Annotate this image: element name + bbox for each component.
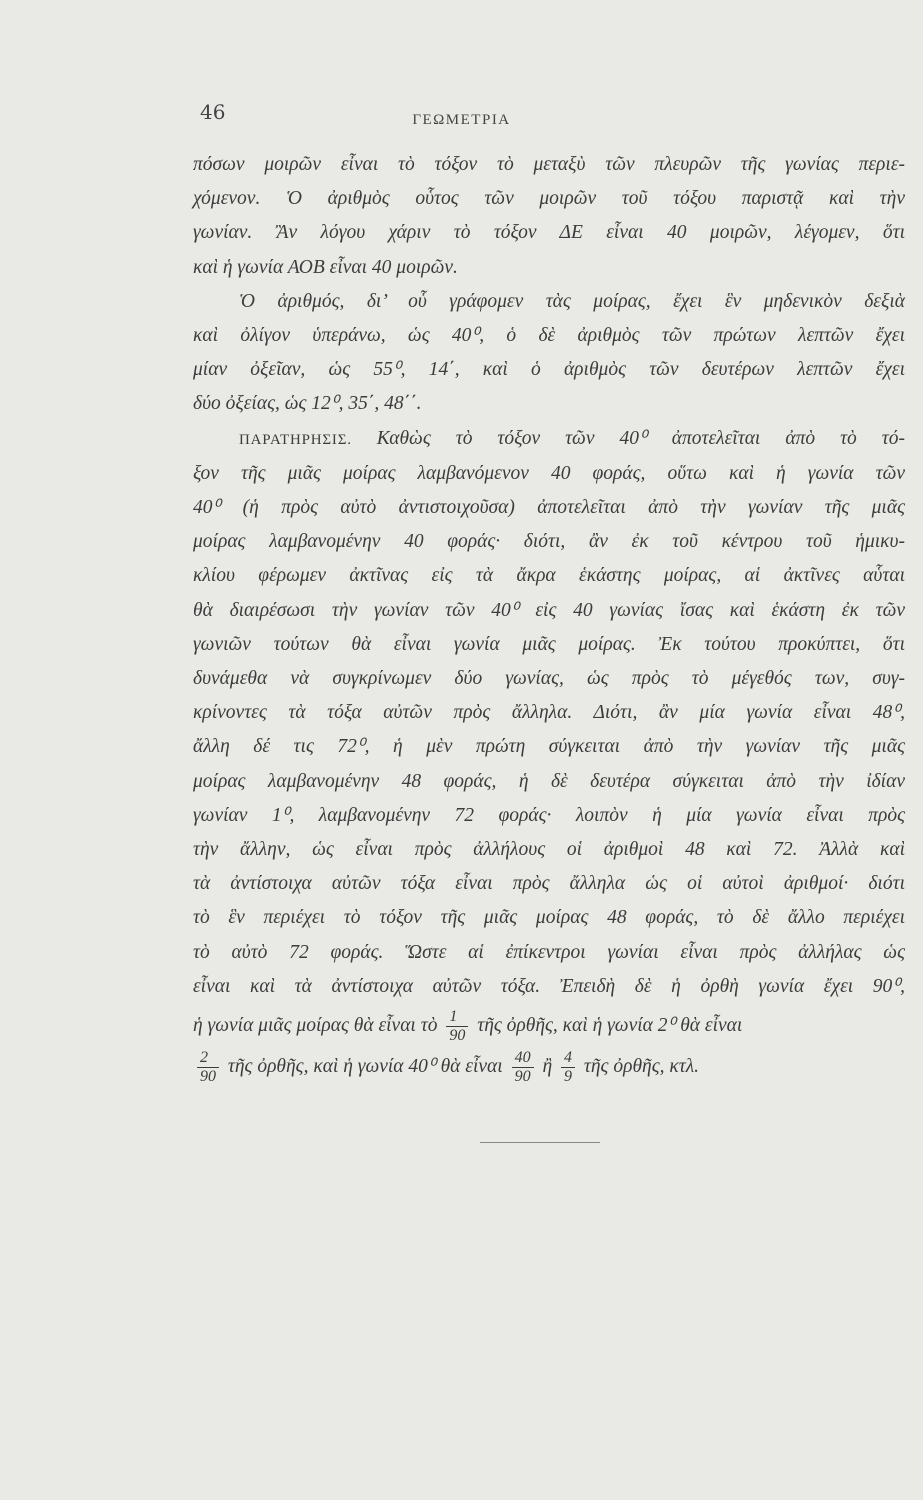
text-segment: ἢ bbox=[537, 1056, 558, 1078]
text-line: μοίρας λαμβανομένην 48 φοράς, ἡ δὲ δευτέρα σύγκειται ἀπὸ τὴν ἰδίαν bbox=[193, 770, 905, 792]
text-line: 40⁰ (ἡ πρὸς αὐτὸ ἀντιστοιχοῦσα) ἀποτελεῖται ἀπὸ τὴν γωνίαν τῆς μιᾶς bbox=[193, 497, 905, 519]
text-line: χόμενον. Ὁ ἀριθμὸς οὗτος τῶν μοιρῶν τοῦ τόξου παριστᾷ καὶ τὴν bbox=[193, 188, 905, 210]
fraction-numerator: 2 bbox=[200, 1049, 208, 1067]
text-line: τὰ ἀντίστοιχα αὐτῶν τόξα εἶναι πρὸς ἄλληλα ὡς οἱ αὐτοὶ ἀριθμοί· διότι bbox=[193, 873, 905, 895]
text-segment: τῆς ὀρθῆς, κτλ. bbox=[579, 1056, 700, 1078]
fraction bbox=[446, 1008, 468, 1045]
text-line: καὶ ἡ γωνία ΑΟΒ εἶναι 40 μοιρῶν. bbox=[193, 256, 458, 278]
text-line: γωνιῶν τούτων θὰ εἶναι γωνία μιᾶς μοίρας. Ἐκ τούτου προκύπτει, ὅτι bbox=[193, 633, 905, 655]
running-title: ΓΕΩΜΕΤΡΙΑ bbox=[412, 112, 511, 128]
text-line: ἄλλη δέ τις 72⁰, ἡ μὲν πρώτη σύγκειται ἀπὸ τὴν γωνίαν τῆς μιᾶς bbox=[193, 736, 905, 758]
text-line: καὶ ὀλίγον ὑπεράνω, ὡς 40⁰, ὁ δὲ ἀριθμὸς τῶν πρώτων λεπτῶν ἔχει bbox=[193, 325, 905, 347]
fraction bbox=[561, 1049, 575, 1086]
fraction-numerator: 40 bbox=[514, 1049, 531, 1067]
text-line: μίαν ὀξεῖαν, ὡς 55⁰, 14΄, καὶ ὁ ἀριθμὸς τῶν δευτέρων λεπτῶν ἔχει bbox=[193, 359, 905, 381]
text-line: γωνίαν. Ἂν λόγου χάριν τὸ τόξον ΔΕ εἶναι 40 μοιρῶν, λέγομεν, ὅτι bbox=[193, 222, 905, 244]
text-line: κρίνοντες τὰ τόξα αὐτῶν πρὸς ἄλληλα. Διότι, ἂν μία γωνία εἶναι 48⁰, bbox=[193, 702, 905, 724]
text-line: μοίρας λαμβανομένην 40 φοράς· διότι, ἂν ἐκ τοῦ κέντρου τοῦ ἡμικυ- bbox=[193, 531, 905, 553]
text-line: δυνάμεθα νὰ συγκρίνωμεν δύο γωνίας, ὡς πρὸς τὸ μέγεθός των, συγ- bbox=[193, 668, 905, 690]
fraction-numerator: 4 bbox=[564, 1049, 573, 1067]
page-number: 46 bbox=[200, 100, 226, 124]
fraction-denominator: 90 bbox=[197, 1067, 219, 1086]
fraction-denominator: 90 bbox=[446, 1026, 468, 1045]
text-line-with-fraction bbox=[193, 1008, 905, 1045]
text-line: γωνίαν 1⁰, λαμβανομένην 72 φοράς· λοιπὸν ἡ μία γωνία εἶναι πρὸς bbox=[193, 804, 905, 826]
text-line: Ὁ ἀριθμός, δι’ οὗ γράφομεν τὰς μοίρας, ἔχει ἓν μηδενικὸν δεξιὰ bbox=[239, 290, 905, 312]
text-line: δύο ὀξείας, ὡς 12⁰, 35΄, 48΄΄. bbox=[193, 393, 422, 415]
section-divider bbox=[480, 1142, 600, 1143]
text-line-with-fraction bbox=[193, 1049, 905, 1086]
text-segment: ἡ γωνία μιᾶς μοίρας θὰ εἶναι τὸ bbox=[193, 1015, 443, 1037]
page-header bbox=[0, 100, 923, 140]
fraction-denominator: 9 bbox=[561, 1067, 575, 1086]
remark-label: ΠΑΡΑΤΗΡΗΣΙΣ. bbox=[239, 431, 352, 448]
text-line: ξον τῆς μιᾶς μοίρας λαμβανόμενον 40 φοράς, οὕτω καὶ ἡ γωνία τῶν bbox=[193, 462, 905, 484]
fraction-numerator: 1 bbox=[449, 1008, 458, 1026]
text-line: θὰ διαιρέσωσι τὴν γωνίαν τῶν 40⁰ εἰς 40 γωνίας ἴσας καὶ ἑκάστη ἐκ τῶν bbox=[193, 599, 905, 621]
text-line: εἶναι καὶ τὰ ἀντίστοιχα αὐτῶν τόξα. Ἐπειδὴ δὲ ἡ ὀρθὴ γωνία ἔχει 90⁰, bbox=[193, 975, 905, 997]
text-line: πόσων μοιρῶν εἶναι τὸ τόξον τὸ μεταξὺ τῶν πλευρῶν τῆς γωνίας περιε- bbox=[193, 154, 905, 175]
fraction-denominator: 90 bbox=[512, 1067, 534, 1086]
text-line: τὸ ἓν περιέχει τὸ τόξον τῆς μιᾶς μοίρας 48 φοράς, τὸ δὲ ἄλλο περιέχει bbox=[193, 907, 905, 929]
text-segment: τῆς ὀρθῆς, καὶ ἡ γωνία 40⁰ θὰ εἶναι bbox=[223, 1056, 508, 1078]
text-line bbox=[193, 422, 905, 457]
text-line: τὸ αὐτὸ 72 φοράς. Ὥστε αἱ ἐπίκεντροι γωνίαι εἶναι πρὸς ἀλλήλας ὡς bbox=[193, 941, 905, 963]
body-text bbox=[193, 148, 905, 1086]
fraction bbox=[512, 1049, 534, 1086]
fraction bbox=[197, 1049, 219, 1086]
text-segment: τῆς ὀρθῆς, καὶ ἡ γωνία 2⁰ θὰ εἶναι bbox=[472, 1015, 743, 1037]
text-line: κλίου φέρωμεν ἀκτῖνας εἰς τὰ ἄκρα ἑκάστης μοίρας, αἱ ἀκτῖνες αὗται bbox=[193, 565, 905, 587]
remark-text: Καθὼς τὸ τόξον τῶν 40⁰ ἀποτελεῖται ἀπὸ τὸ τό- bbox=[376, 427, 906, 449]
text-line: τὴν ἄλλην, ὡς εἶναι πρὸς ἀλλήλους οἱ ἀριθμοὶ 48 καὶ 72. Ἀλλὰ καὶ bbox=[193, 839, 905, 861]
